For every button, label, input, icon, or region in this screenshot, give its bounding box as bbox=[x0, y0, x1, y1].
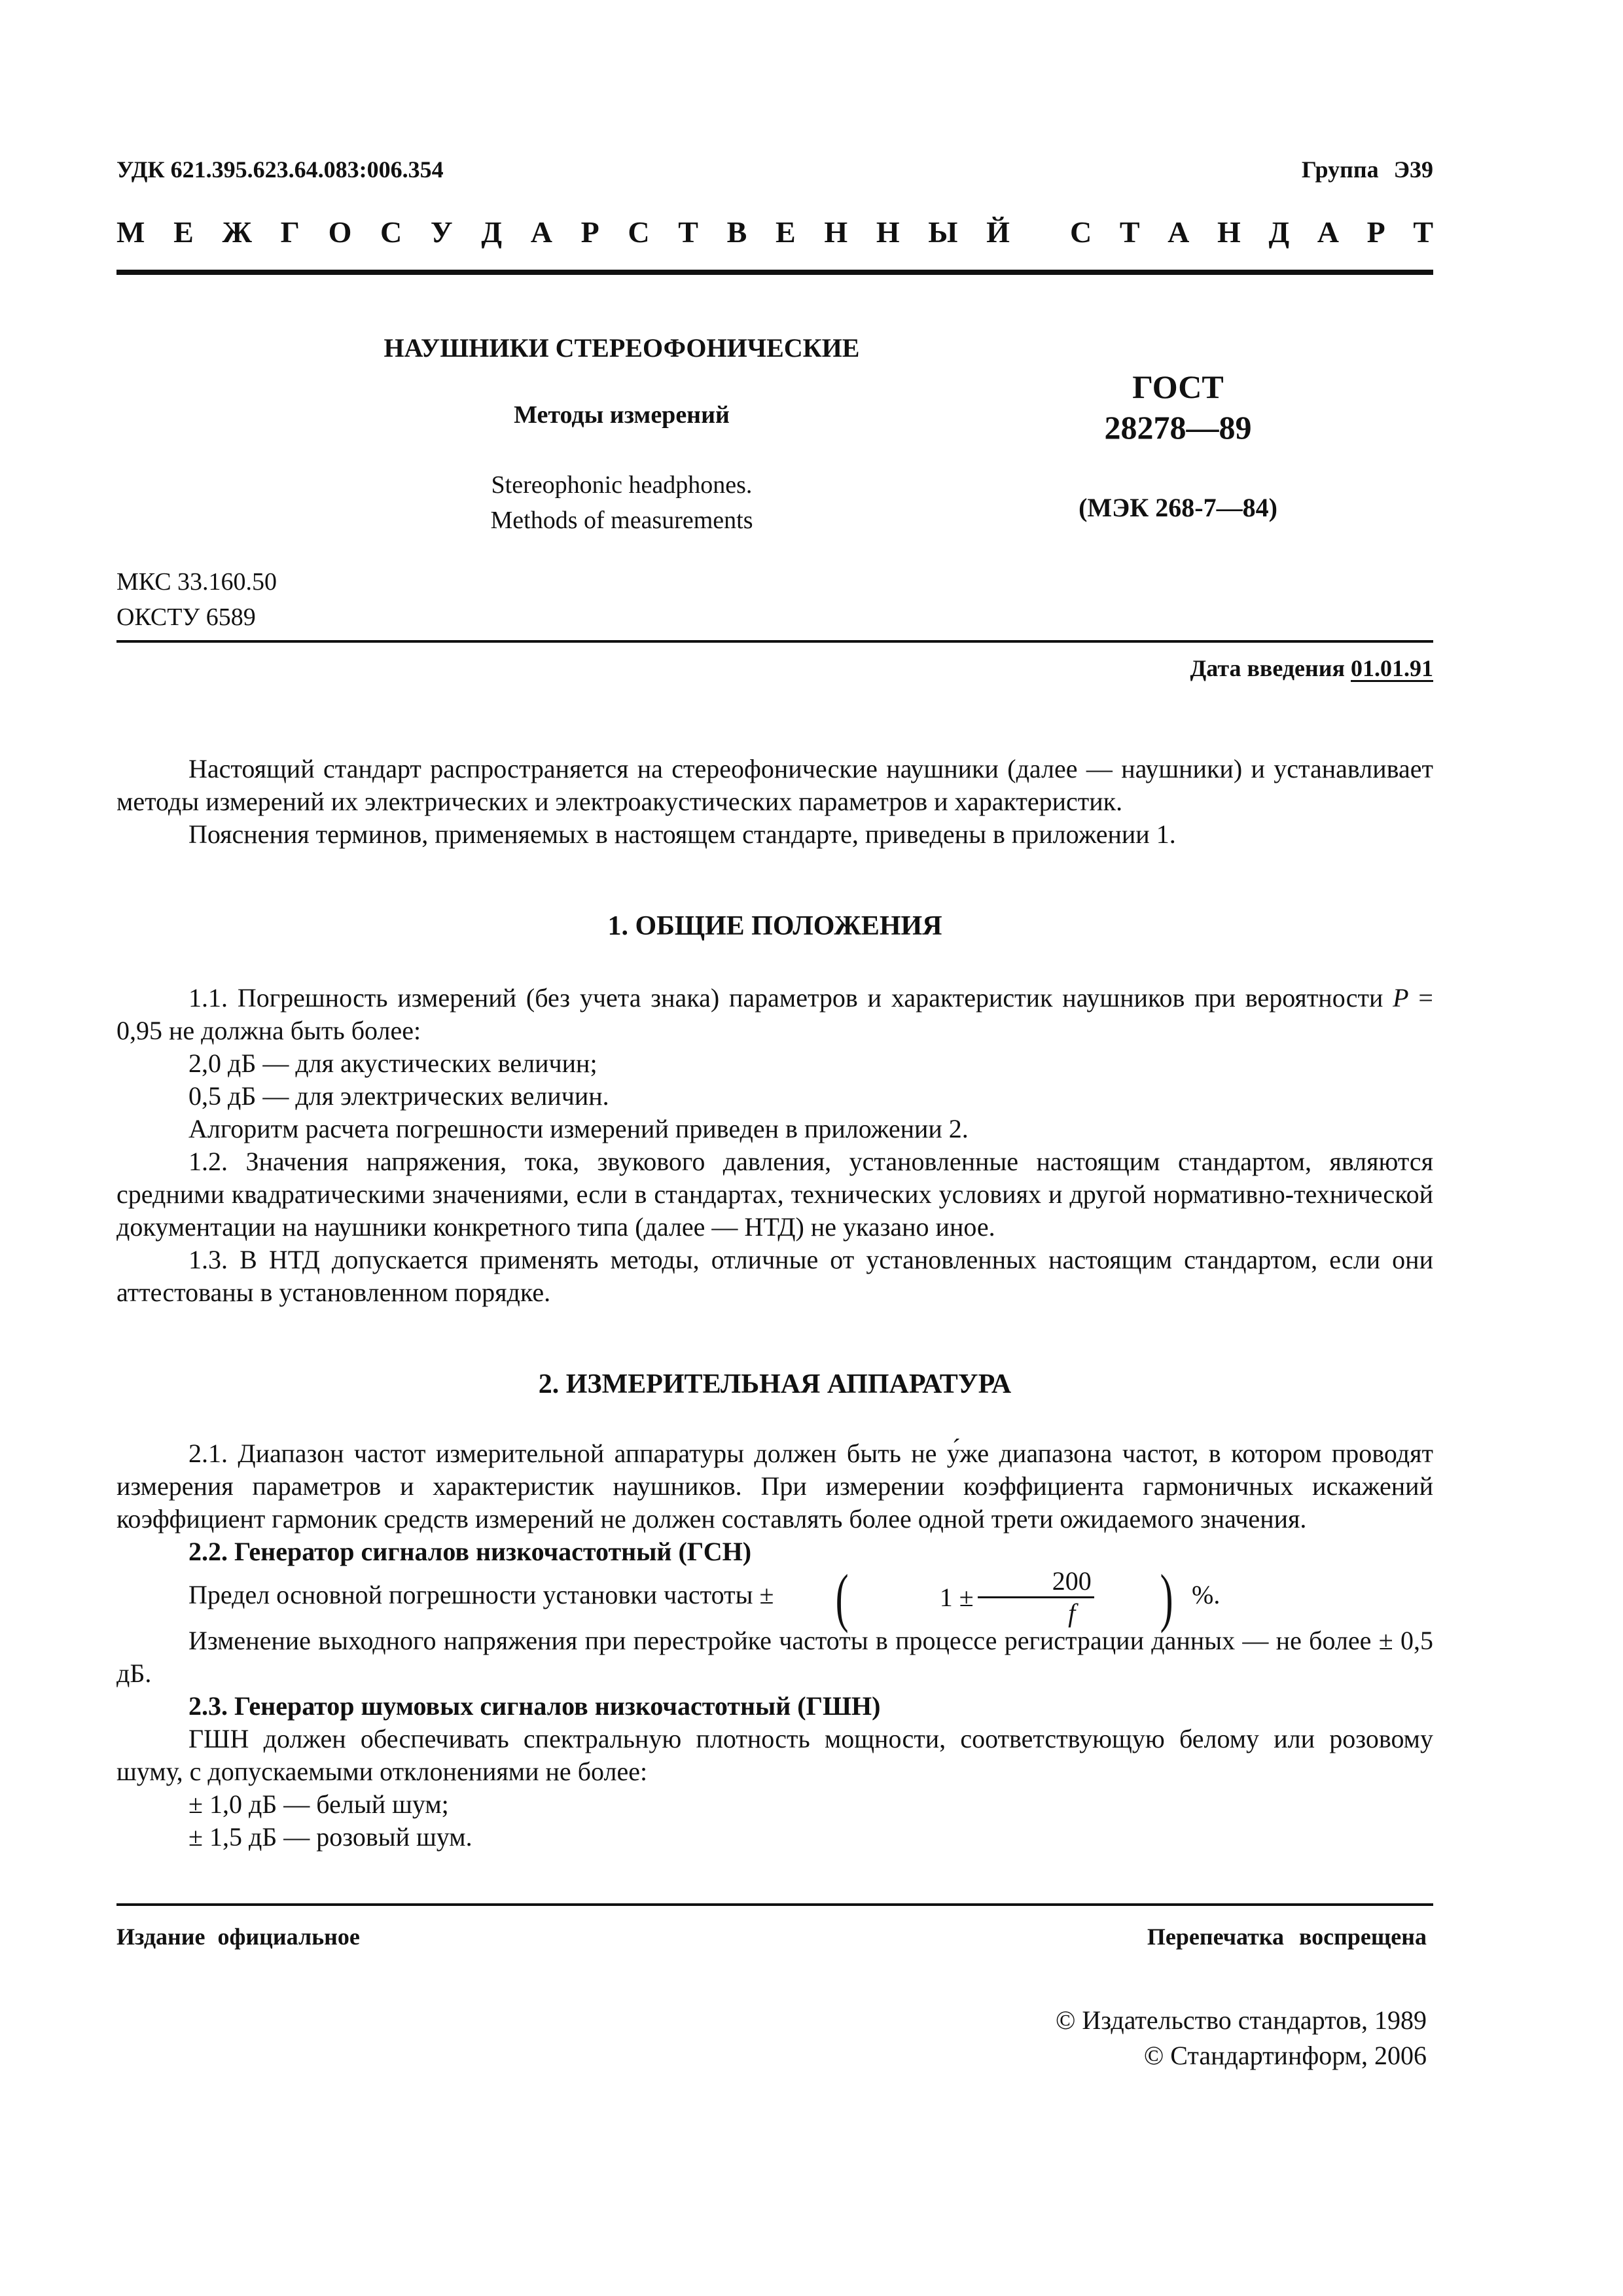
english-title-line1: Stereophonic headphones. bbox=[491, 471, 753, 499]
footer-rule bbox=[116, 1903, 1433, 1906]
english-title-line2: Methods of measurements bbox=[490, 507, 753, 534]
udk-code: УДК 621.395.623.64.083:006.354 bbox=[116, 156, 444, 183]
banner-letter: Н bbox=[876, 215, 900, 249]
official-edition: Издание официальное bbox=[116, 1924, 360, 1950]
header-rule bbox=[116, 270, 1433, 275]
intro-text bbox=[116, 753, 1433, 851]
english-title bbox=[281, 467, 962, 538]
interstate-standard-banner bbox=[116, 215, 1433, 249]
banner-letter: Н bbox=[824, 215, 848, 249]
banner-letter: А bbox=[1317, 215, 1339, 249]
classification-codes bbox=[116, 564, 277, 635]
okstu-code: ОКСТУ 6589 bbox=[116, 603, 256, 631]
banner-letter: В bbox=[726, 215, 747, 249]
intro-paragraph-1: Настоящий стандарт распространяется на стереофонические наушники (далее — наушники) и устанавливает методы измерений их электрических и электроакустических параметров и характеристик. bbox=[116, 754, 1433, 816]
clause-2-2-voltage: Изменение выходного напряжения при перестройке частоты в процессе регистрации данных — не более ± 0,5 дБ. bbox=[116, 1625, 1433, 1688]
date-label: Дата введения bbox=[1190, 655, 1345, 681]
section-2-text bbox=[116, 1437, 1433, 1854]
clause-1-2: 1.2. Значения напряжения, тока, звукового давления, установленные настоящим стандартом, являются средними квадратическими значениями, если в стандартах, технических условиях и другой нормативно-технической документации на наушники конкретного типа (далее — НТД) не указано иное. bbox=[116, 1147, 1433, 1242]
clause-2-2-limit: Предел основной погрешности установки частоты ± ( 1 ± $\frac{200}{f}$ ) %. bbox=[188, 1560, 1221, 1634]
banner-letter: Р bbox=[1366, 215, 1385, 249]
gost-number: 28278—89 bbox=[1104, 409, 1252, 446]
clause-2-2-heading: 2.2. Генератор сигналов низкочастотный (ГСН) bbox=[188, 1537, 752, 1566]
intro-paragraph-2: Пояснения терминов, применяемых в настоящем стандарте, приведены в приложении 1. bbox=[188, 819, 1176, 849]
banner-letter: У bbox=[430, 215, 453, 249]
frequency-tolerance-formula: ( 1 ± $\frac{200}{f}$ ) bbox=[836, 1560, 1173, 1634]
copyright-2006: © Стандартинформ, 2006 bbox=[1143, 2041, 1427, 2070]
gost-designation bbox=[1021, 367, 1335, 448]
banner-letter: Е bbox=[776, 215, 796, 249]
banner-letter: Й bbox=[986, 215, 1010, 249]
banner-letter: С bbox=[628, 215, 650, 249]
section-1 bbox=[116, 910, 1433, 942]
clause-1-3: 1.3. В НТД допускается применять методы, отличные от установленных настоящим стандартом, если они аттестованы в установленном порядке. bbox=[116, 1245, 1433, 1307]
banner-letter: Ж bbox=[222, 215, 252, 249]
clause-2-3: ГШН должен обеспечивать спектральную плотность мощности, соответствующую белому или розовому шуму, с допускаемыми отклонениями не более: bbox=[116, 1723, 1433, 1786]
banner-letter: А bbox=[530, 215, 552, 249]
section-1-text bbox=[116, 982, 1433, 1309]
clause-2-1: 2.1. Диапазон частот измерительной аппаратуры должен быть не у́же диапазона частот, в котором проводят измерения параметров и характеристик наушников. При измерении коэффициента гармоничных искажений коэффициент гармоник средств измерений не должен составлять более одной трети ожидаемого значения. bbox=[116, 1439, 1433, 1534]
group-code: Группа Э39 bbox=[1301, 156, 1433, 183]
iec-reference: (МЭК 268-7—84) bbox=[1079, 493, 1277, 522]
banner-letter: Т bbox=[1413, 215, 1433, 249]
section-1-heading: 1. ОБЩИЕ ПОЛОЖЕНИЯ bbox=[607, 911, 942, 941]
date-value: 01.01.91 bbox=[1351, 655, 1433, 681]
banner-letter: Д bbox=[481, 215, 503, 249]
banner-letter: Р bbox=[580, 215, 599, 249]
banner-letter: С bbox=[380, 215, 402, 249]
banner-letter: М bbox=[116, 215, 145, 249]
banner-letter: Д bbox=[1268, 215, 1290, 249]
section-2-heading: 2. ИЗМЕРИТЕЛЬНАЯ АППАРАТУРА bbox=[538, 1369, 1012, 1399]
banner-letter: С bbox=[1070, 215, 1092, 249]
banner-word-standard bbox=[1070, 215, 1433, 249]
banner-letter: Ы bbox=[928, 215, 958, 249]
banner-letter: А bbox=[1168, 215, 1190, 249]
noise-pink: ± 1,5 дБ — розовый шум. bbox=[188, 1821, 473, 1852]
standard-subtitle: Методы измерений bbox=[514, 401, 730, 429]
banner-letter: Т bbox=[1119, 215, 1140, 249]
banner-letter: Н bbox=[1217, 215, 1241, 249]
reprint-prohibited: Перепечатка воспрещена bbox=[1147, 1924, 1427, 1950]
introduction-date bbox=[1190, 655, 1434, 682]
title-rule bbox=[116, 640, 1433, 643]
clause-1-1-algorithm: Алгоритм расчета погрешности измерений приведен в приложении 2. bbox=[188, 1114, 969, 1143]
gost-label: ГОСТ bbox=[1132, 368, 1224, 405]
mks-code: МКС 33.160.50 bbox=[116, 568, 277, 596]
banner-letter: О bbox=[328, 215, 352, 249]
copyright-1989: © Издательство стандартов, 1989 bbox=[1055, 2005, 1427, 2035]
banner-letter: Е bbox=[173, 215, 194, 249]
banner-letter: Г bbox=[280, 215, 300, 249]
noise-white: ± 1,0 дБ — белый шум; bbox=[188, 1789, 449, 1819]
clause-1-1-item-2: 0,5 дБ — для электрических величин. bbox=[188, 1081, 609, 1111]
section-2 bbox=[116, 1368, 1433, 1401]
standard-title: НАУШНИКИ СТЕРЕОФОНИЧЕСКИЕ bbox=[383, 333, 860, 363]
clause-1-1: 1.1. Погрешность измерений (без учета знака) параметров и характеристик наушников при вероятности P = 0,95 не должна быть более: bbox=[116, 983, 1433, 1045]
clause-2-3-heading: 2.3. Генератор шумовых сигналов низкочастотный (ГШН) bbox=[188, 1691, 881, 1721]
banner-letter: Т bbox=[678, 215, 698, 249]
clause-1-1-item-1: 2,0 дБ — для акустических величин; bbox=[188, 1049, 597, 1078]
banner-word-interstate bbox=[116, 215, 1010, 249]
copyright-block bbox=[1056, 2003, 1427, 2073]
